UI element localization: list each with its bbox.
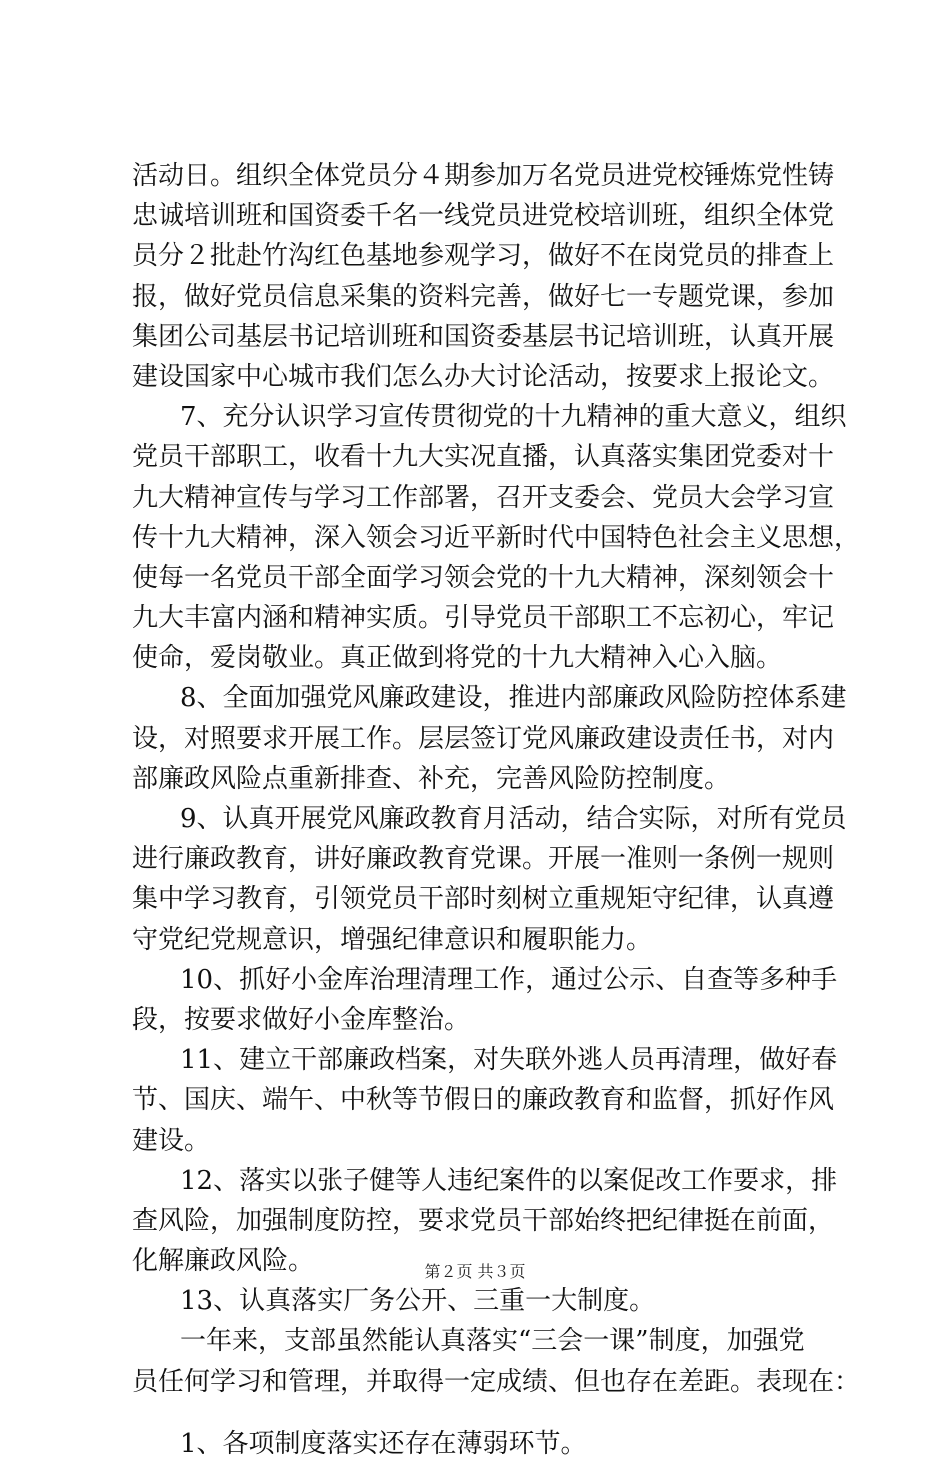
paragraph-line: 设，对照要求开展工作。层层签订党风廉政建设责任书，对内 xyxy=(132,723,835,754)
paragraph-line: 员任何学习和管理，并取得一定成绩、但也存在差距。表现在： xyxy=(132,1366,861,1397)
paragraph-line: 集团公司基层书记培训班和国资委基层书记培训班，认真开展 xyxy=(132,321,835,352)
paragraph-line: 7、充分认识学习宣传贯彻党的十九精神的重大意义，组织 xyxy=(180,402,847,433)
paragraph-line: 进行廉政教育，讲好廉政教育党课。开展一准则一条例一规则 xyxy=(132,844,835,875)
paragraph-line: 8、全面加强党风廉政建设，推进内部廉政风险防控体系建 xyxy=(180,683,847,714)
paragraph-line: 13、认真落实厂务公开、三重一大制度。 xyxy=(180,1286,656,1317)
paragraph-line: 一年来，支部虽然能认真落实“三会一课”制度，加强党 xyxy=(180,1326,805,1357)
page-footer: 第２页 共３页 xyxy=(424,1262,526,1281)
paragraph-line: 节、国庆、端午、中秋等节假日的廉政教育和监督，抓好作风 xyxy=(132,1085,835,1116)
paragraph-line: 化解廉政风险。 xyxy=(132,1246,315,1277)
paragraph-line: 11、建立干部廉政档案，对失联外逃人员再清理，做好春 xyxy=(180,1045,838,1076)
paragraph-line: 守党纪党规意识，增强纪律意识和履职能力。 xyxy=(132,924,653,955)
paragraph-line: 9、认真开展党风廉政教育月活动，结合实际，对所有党员 xyxy=(180,804,847,834)
paragraph-line: 九大精神宣传与学习工作部署，召开支委会、党员大会学习宣 xyxy=(132,482,835,513)
paragraph-line: 集中学习教育，引领党员干部时刻树立重规矩守纪律，认真遵 xyxy=(132,884,835,915)
paragraph-line: 使每一名党员干部全面学习领会党的十九大精神，深刻领会十 xyxy=(132,562,835,593)
paragraph-line: 九大丰富内涵和精神实质。引导党员干部职工不忘初心，牢记 xyxy=(132,603,835,634)
paragraph-line: 查风险，加强制度防控，要求党员干部始终把纪律挺在前面， xyxy=(132,1205,835,1236)
paragraph-line: 党员干部职工，收看十九大实况直播，认真落实集团党委对十 xyxy=(132,442,835,473)
paragraph-line: 忠诚培训班和国资委千名一线党员进党校培训班，组织全体党 xyxy=(132,201,835,232)
paragraph-line: 建设。 xyxy=(132,1125,211,1156)
paragraph-line: 报，做好党员信息采集的资料完善，做好七一专题党课，参加 xyxy=(132,281,835,312)
paragraph-line: 员分２批赴竹沟红色基地参观学习，做好不在岗党员的排查上 xyxy=(132,241,835,272)
paragraph-line: 1、各项制度落实还存在薄弱环节。 xyxy=(180,1428,587,1459)
paragraph-line: 12、落实以张子健等人违纪案件的以案促改工作要求，排 xyxy=(180,1165,838,1196)
paragraph-line: 段，按要求做好小金库整治。 xyxy=(132,1004,471,1035)
paragraph-line: 传十九大精神，深入领会习近平新时代中国特色社会主义思想， xyxy=(132,522,861,553)
paragraph-line: 10、抓好小金库治理清理工作，通过公示、自查等多种手 xyxy=(180,964,838,995)
paragraph-line: 建设国家中心城市我们怎么办大讨论活动，按要求上报论文。 xyxy=(132,361,835,392)
paragraph-line: 部廉政风险点重新排查、补充，完善风险防控制度。 xyxy=(132,763,731,794)
paragraph-line: 使命，爱岗敬业。真正做到将党的十九大精神入心入脑。 xyxy=(132,643,783,674)
paragraph-line: 活动日。组织全体党员分４期参加万名党员进党校锤炼党性铸 xyxy=(132,161,835,191)
